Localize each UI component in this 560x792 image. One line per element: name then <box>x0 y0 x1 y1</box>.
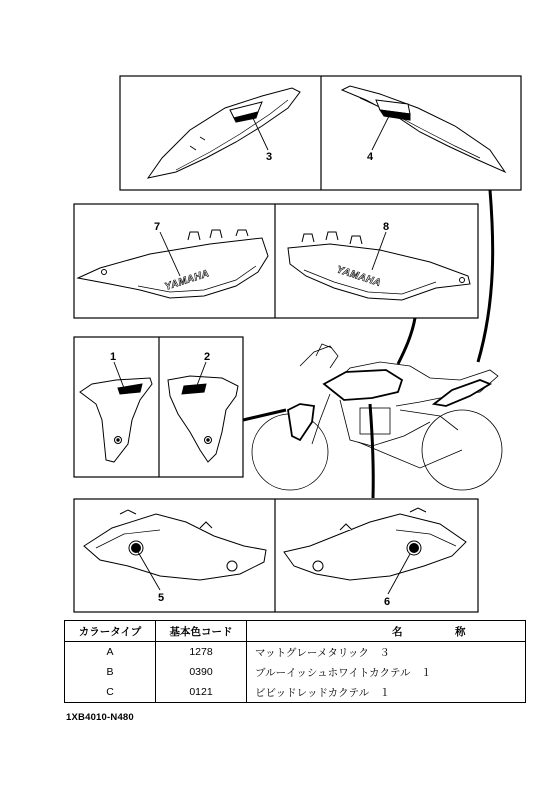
row-color-name: ビビッドレッドカクテル １ <box>247 682 526 703</box>
table-row <box>65 682 526 703</box>
header-base-color-code: 基本色コード <box>156 621 247 642</box>
callout-6: 6 <box>384 596 391 608</box>
table-row <box>65 662 526 682</box>
callout-5: 5 <box>158 592 165 604</box>
callout-4: 4 <box>367 151 374 163</box>
callout-1: 1 <box>110 351 117 363</box>
row-color-code: 1278 <box>156 642 247 663</box>
part-8-side-cowl-right <box>288 232 470 300</box>
row-color-name: ブルーイッシュホワイトカクテル １ <box>247 662 526 682</box>
row-color-code: 0390 <box>156 662 247 682</box>
callout-7: 7 <box>154 221 161 233</box>
part-1-tank-cover-left <box>80 378 152 462</box>
row-color-type: A <box>65 642 156 663</box>
decal-logo-right: YAMAHA <box>335 264 383 290</box>
header-color-type: カラータイプ <box>65 621 156 642</box>
callout-2: 2 <box>204 351 211 363</box>
part-6-intake-cover-right <box>284 508 466 580</box>
header-name <box>247 621 526 642</box>
header-name-part1: 名 <box>392 625 403 638</box>
part-2-tank-cover-right <box>168 376 238 462</box>
row-color-type: B <box>65 662 156 682</box>
part-3-tail-cover-left <box>148 88 300 178</box>
part-number: 1XB4010-N480 <box>66 712 134 723</box>
motorcycle-highlighted-parts <box>288 370 490 440</box>
callout-3: 3 <box>266 151 273 163</box>
color-table-header <box>65 621 526 642</box>
table-row <box>65 642 526 663</box>
row-color-code: 0121 <box>156 682 247 703</box>
row-color-name: マットグレーメタリック ３ <box>247 642 526 663</box>
callout-8: 8 <box>383 221 390 233</box>
color-table <box>64 620 526 703</box>
header-name-part2: 称 <box>454 625 466 638</box>
part-5-intake-cover-left <box>84 510 266 580</box>
row-color-type: C <box>65 682 156 703</box>
decal-logo-left: YAMAHA <box>163 268 211 293</box>
